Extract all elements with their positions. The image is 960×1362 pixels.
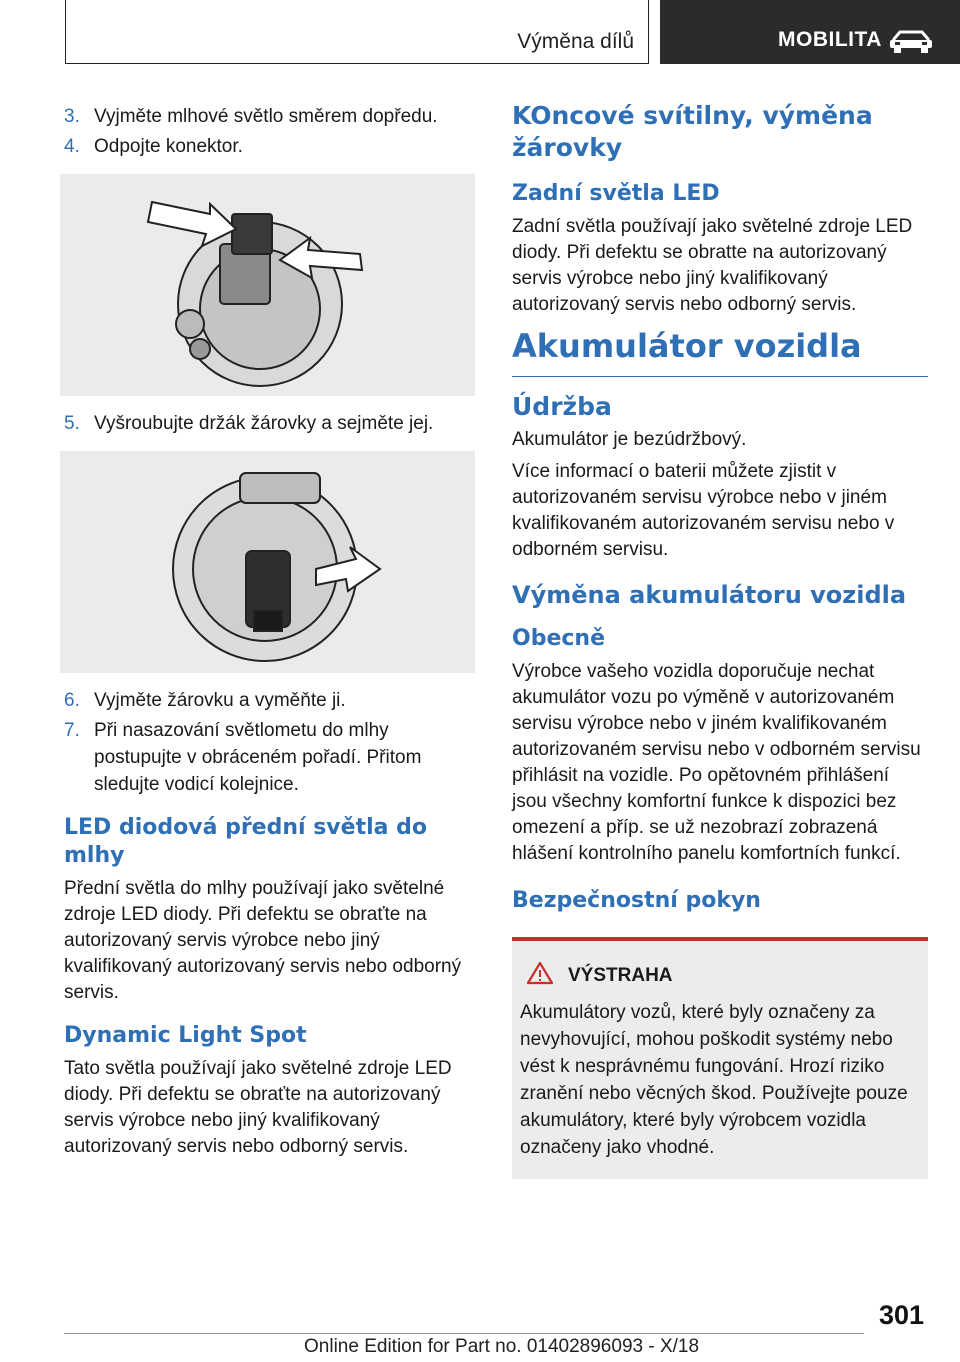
warning-title-row — [520, 961, 920, 991]
battery-heading: Akumulátor vozidla — [512, 326, 928, 377]
step-item — [64, 103, 478, 130]
warning-box — [512, 937, 928, 1179]
step-number: 6. — [64, 690, 80, 711]
maintenance-heading: Údržba — [512, 392, 612, 421]
footer-edition: Online Edition for Part no. 01402896093 - X/18 — [304, 1336, 700, 1357]
car-icon — [888, 28, 934, 59]
warning-title: VÝSTRAHA — [568, 965, 673, 986]
maintenance-info-text: Více informací o baterii můžete zjistit v autorizovaném servisu výrobce nebo v jiném kvalifikovaném autorizovaném servisu nebo v odborném servisu. — [512, 461, 895, 560]
left-column — [64, 100, 478, 1166]
bulb-holder-illustration — [60, 451, 475, 673]
footer-divider — [64, 1333, 864, 1334]
general-heading: Obecně — [512, 626, 605, 651]
step-number: 4. — [64, 136, 80, 157]
battery-replacement-heading: Výměna akumulátoru vozidla — [512, 581, 907, 609]
step-text: Odpojte konektor. — [94, 136, 243, 157]
step-number: 3. — [64, 106, 80, 127]
bulb-replacement-heading: KOncové svítilny, výměna žárovky — [512, 101, 873, 162]
safety-heading: Bezpečnostní pokyn — [512, 888, 761, 913]
step-item — [64, 687, 478, 714]
rear-led-heading: Zadní světla LED — [512, 181, 720, 206]
step-text: Vyšroubujte držák žárovky a sejměte jej. — [94, 413, 434, 434]
rear-led-text: Zadní světla používají jako světelné zdroje LED diody. Při defektu se obratte na autorizovaný servis výrobce nebo jiný kvalifikovaný autorizovaný servis nebo odborný servis. — [512, 216, 913, 315]
general-text: Výrobce vašeho vozidla doporučuje nechat akumulátor vozu po výměně v autorizovaném servisu výrobce nebo v jiném kvalifikovaném autorizovaném servisu nebo v odborném servisu přihlásit na vozidle. Po opětovném přihlášení jsou všechny komfortní funkce k dispozici bez omezení a příp. se už nezobrazí zobrazená hlášení kontrolního panelu komfortních funkcí. — [512, 661, 921, 864]
right-column — [512, 100, 928, 1179]
step-number: 7. — [64, 720, 80, 741]
led-fog-text: Přední světla do mlhy používají jako světelné zdroje LED diody. Při defektu se obraťte na autorizovaný servis výrobce nebo jiný kvalifikovaný autorizovaný servis nebo odborný servis. — [64, 878, 462, 1003]
header-chapter-box — [660, 0, 960, 64]
chapter-title: MOBILITA — [778, 28, 882, 51]
section-title: Výměna dílů — [517, 30, 634, 53]
header-section-box — [65, 0, 649, 64]
step-text: Vyjměte žárovku a vyměňte ji. — [94, 690, 346, 711]
step-item — [64, 410, 478, 437]
warning-text: Akumulátory vozů, které byly označeny za nevyhovující, mohou poškodit systémy nebo vést k nesprávnému fungování. Hrozí riziko zranění nebo věcných škod. Používejte pouze akumulátory, které byly výrobcem vozidla označeny jako vhodné. — [520, 1002, 908, 1158]
led-fog-heading: LED diodová přední světla do mlhy — [64, 815, 427, 868]
page-number: 301 — [878, 1300, 924, 1330]
step-number: 5. — [64, 413, 80, 434]
step-text: Při nasazování světlometu do mlhy postupujte v obráceném pořadí. Přitom sledujte vodicí kolejnice. — [94, 720, 422, 795]
step-item — [64, 133, 478, 160]
step-text: Vyjměte mlhové světlo směrem dopředu. — [94, 106, 438, 127]
maintenance-text: Akumulátor je bezúdržbový. — [512, 429, 747, 450]
step-item — [64, 717, 478, 798]
fog-light-connector-illustration — [60, 174, 475, 396]
dynamic-light-spot-heading: Dynamic Light Spot — [64, 1023, 307, 1048]
warning-triangle-icon — [526, 961, 554, 991]
dynamic-light-spot-text: Tato světla používají jako světelné zdroje LED diody. Při defektu se obraťte na autorizovaný servis výrobce nebo jiný kvalifikovaný autorizovaný servis nebo odborný servis. — [64, 1058, 452, 1157]
